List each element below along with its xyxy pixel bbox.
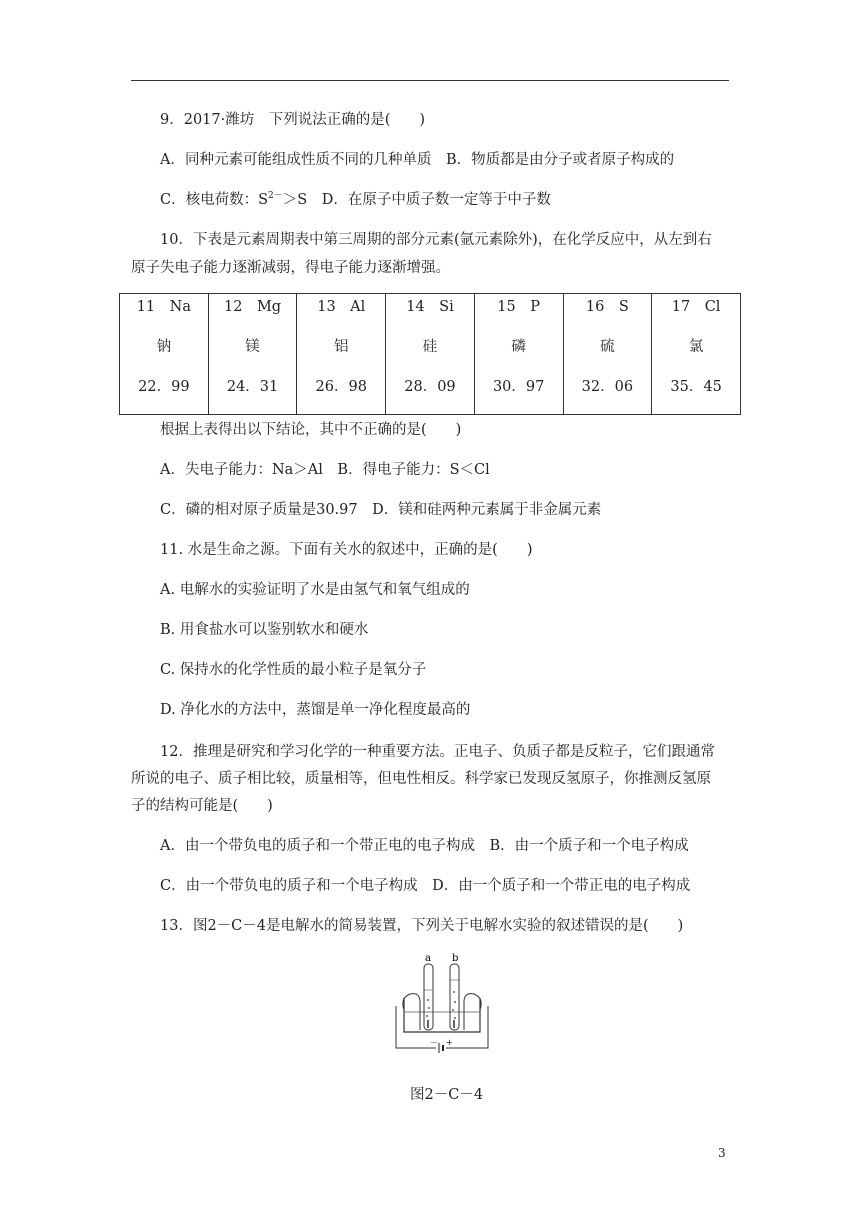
battery-plus-label: + <box>446 1038 453 1047</box>
q10-options-ab: A．失电子能力：Na＞Al B．得电子能力：S＜Cl <box>160 462 490 478</box>
element-mass: 28．09 <box>404 379 456 395</box>
element-number-symbol: 14 Si <box>406 299 454 315</box>
q10-stem-line2: 原子失电子能力逐渐减弱，得电子能力逐渐增强。 <box>131 260 450 276</box>
q11-option-c: C. 保持水的化学性质的最小粒子是氧分子 <box>160 662 427 678</box>
element-name: 钠 <box>156 339 172 355</box>
tube-b-label: b <box>452 953 459 964</box>
element-cell <box>297 294 386 415</box>
element-cell <box>386 294 475 415</box>
q9-c-post: ＞S D．在原子中质子数一定等于中子数 <box>282 192 551 208</box>
element-number-symbol: 16 S <box>585 299 629 315</box>
gas-bubbles <box>426 991 456 1019</box>
element-mass: 22．99 <box>138 379 190 395</box>
q9-c-charge: 2－ <box>268 191 283 201</box>
q9-options-cd <box>160 188 551 209</box>
water-tank <box>404 998 480 1032</box>
q9-options-ab: A．同种元素可能组成性质不同的几种单质 B．物质都是由分子或者原子构成的 <box>160 152 675 168</box>
element-mass: 26．98 <box>315 379 367 395</box>
element-mass: 35．45 <box>670 379 722 395</box>
element-name: 氯 <box>688 339 704 355</box>
electrolysis-apparatus-figure <box>386 950 498 1054</box>
element-cell <box>563 294 652 415</box>
element-number-symbol: 13 Al <box>317 299 366 315</box>
element-cell <box>208 294 297 415</box>
q9-stem: 9．2017·潍坊 下列说法正确的是( ) <box>160 112 426 128</box>
q10-question: 根据上表得出以下结论，其中不正确的是( ) <box>160 422 462 438</box>
element-mass: 24．31 <box>226 379 279 395</box>
battery-minus-label: － <box>430 1038 438 1047</box>
q9-c-pre: C．核电荷数：S <box>160 192 269 208</box>
q10-options-cd: C．磷的相对原子质量是30.97 D．镁和硅两种元素属于非金属元素 <box>160 502 602 518</box>
element-mass: 32．06 <box>581 379 634 395</box>
q12-options-ab: A．由一个带负电的质子和一个带正电的电子构成 B．由一个质子和一个电子构成 <box>160 838 689 854</box>
figure-caption: 图2－C－4 <box>410 1087 484 1103</box>
q12-stem-line1: 12．推理是研究和学习化学的一种重要方法。正电子、负质子都是反粒子，它们跟通常 <box>160 744 715 760</box>
element-number-symbol: 17 Cl <box>671 299 721 315</box>
q11-option-a: A. 电解水的实验证明了水是由氢气和氧气组成的 <box>160 582 470 598</box>
header-rule <box>131 80 729 81</box>
q11-option-b: B. 用食盐水可以鉴别软水和硬水 <box>160 622 369 638</box>
periodic-table-excerpt <box>119 293 741 415</box>
q13-stem: 13．图2－C－4是电解水的简易装置，下列关于电解水实验的叙述错误的是( ) <box>160 918 684 934</box>
q10-stem-line1: 10．下表是元素周期表中第三周期的部分元素(氩元素除外)，在化学反应中，从左到右 <box>160 232 712 248</box>
element-mass: 30．97 <box>492 379 545 395</box>
element-number-symbol: 15 P <box>497 299 541 315</box>
element-number-symbol: 11 Na <box>136 299 191 315</box>
element-name: 硫 <box>600 339 615 355</box>
element-number-symbol: 12 Mg <box>224 299 282 315</box>
page-number: 3 <box>718 1146 726 1160</box>
q12-options-cd: C．由一个带负电的质子和一个电子构成 D．由一个质子和一个带正电的电子构成 <box>160 878 691 894</box>
element-name: 镁 <box>245 339 260 355</box>
element-cell <box>652 294 741 415</box>
element-name: 硅 <box>422 339 438 355</box>
q12-stem-line2: 所说的电子、质子相比较，质量相等，但电性相反。科学家已发现反氢原子，你推测反氢原 <box>131 771 711 787</box>
q11-stem: 11. 水是生命之源。下面有关水的叙述中，正确的是( ) <box>160 542 533 558</box>
element-cell <box>474 294 563 415</box>
element-name: 磷 <box>511 339 526 355</box>
element-name: 铝 <box>334 339 349 355</box>
tube-a-label: a <box>425 953 431 964</box>
element-cell <box>120 294 209 415</box>
q11-option-d: D. 净化水的方法中，蒸馏是单一净化程度最高的 <box>160 702 471 718</box>
q12-stem-line3: 子的结构可能是( ) <box>131 798 273 814</box>
